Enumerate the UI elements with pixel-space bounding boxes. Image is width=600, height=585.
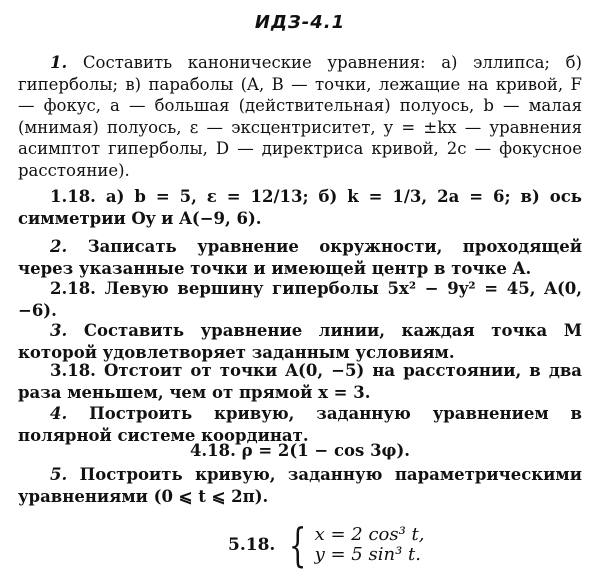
equation-x: x = 2 cos³ t, <box>314 524 425 545</box>
task-4-text: Построить кривую, заданную уравнением в полярной системе координат. <box>18 404 583 445</box>
page-title: ИДЗ-4.1 <box>254 12 346 33</box>
task-3-number: 3. <box>50 321 68 340</box>
task-1-18 <box>18 186 582 229</box>
task-5-18 <box>228 518 425 572</box>
task-2 <box>18 236 582 279</box>
task-1 <box>18 52 582 181</box>
task-4-number: 4. <box>50 404 68 423</box>
task-2-18 <box>18 278 582 321</box>
task-3-18-number: 3.18. <box>50 361 96 380</box>
task-3-18-text: Отстоит от точки A(0, −5) на расстоянии, в два раза меньшем, чем от прямой x = 3. <box>18 361 582 402</box>
task-2-18-text: Левую вершину гиперболы 5x² − 9y² = 45, A(0, −6). <box>18 279 582 320</box>
task-2-text: Записать уравнение окружности, проходящей через указанные точки и имеющей центр в точке A. <box>18 237 582 278</box>
task-1-number: 1. <box>50 53 68 72</box>
parametric-system <box>315 525 425 565</box>
task-5-18-number: 5.18. <box>228 535 276 555</box>
task-3-18 <box>18 360 582 403</box>
task-3-text: Составить уравнение линии, каждая точка M которой удовлетворяет заданным условиям. <box>18 321 582 362</box>
task-2-number: 2. <box>50 237 68 256</box>
task-5-number: 5. <box>50 465 68 484</box>
task-1-18-number: 1.18. <box>50 187 96 206</box>
task-5-text: Построить кривую, заданную параметрическими уравнениями (0 ⩽ t ⩽ 2π). <box>18 465 582 506</box>
task-4-18-number: 4.18. <box>189 441 236 460</box>
task-2-18-number: 2.18. <box>50 279 96 298</box>
equation-y: y = 5 sin³ t. <box>314 544 421 565</box>
task-4-18-text: ρ = 2(1 − cos 3φ). <box>241 441 411 460</box>
task-4-18 <box>18 440 582 462</box>
task-1-18-text: а) b = 5, ε = 12/13; б) k = 1/3, 2a = 6; в) ось симметрии Oy и A(−9, 6). <box>18 187 582 228</box>
task-5 <box>18 464 582 507</box>
left-brace-icon: { <box>289 518 307 572</box>
task-1-text: Составить канонические уравнения: а) эллипса; б) гиперболы; в) параболы (A, B — точки, лежащие на кривой, F — фокус, a — большая (действительная) полуось, b — малая (мнимая) полуось, ε — эксцентриситет, y = ±kx — уравнения асимптот гиперболы, D — директриса кривой, 2c — фокусное расстояние). <box>18 53 582 180</box>
task-3 <box>18 320 582 363</box>
